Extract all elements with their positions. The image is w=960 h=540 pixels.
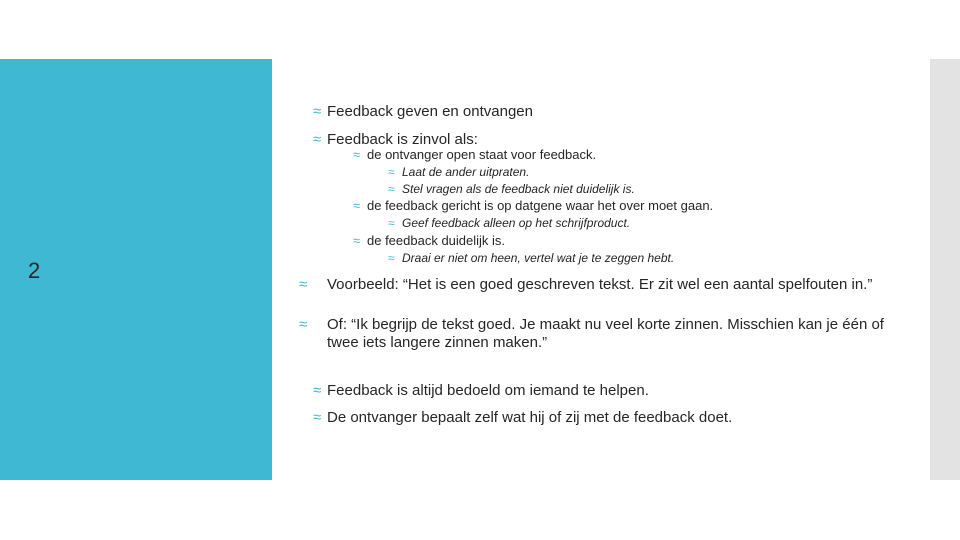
bullet-item: ≈ Geef feedback alleen op het schrijfproduct. — [388, 216, 631, 230]
bullet-item: ≈ De ontvanger bepaalt zelf wat hij of zij met de feedback doet. — [313, 409, 733, 426]
bullet-icon: ≈ — [353, 147, 361, 162]
bullet-item: ≈ Laat de ander uitpraten. — [388, 165, 530, 179]
bullet-item: ≈ Feedback is altijd bedoeld om iemand te helpen. — [313, 382, 649, 399]
bullet-icon: ≈ — [388, 182, 395, 196]
bullet-icon: ≈ — [299, 316, 308, 333]
bullet-item: ≈ Draai er niet om heen, vertel wat je te zeggen hebt. — [388, 251, 675, 265]
bullet-item: ≈ Voorbeeld: “Het is een goed geschreven tekst. Er zit wel een aantal spelfouten in.” — [299, 276, 873, 293]
bullet-icon: ≈ — [313, 103, 322, 120]
bullet-icon: ≈ — [353, 198, 361, 213]
bullet-icon: ≈ — [313, 409, 322, 426]
bullet-item: ≈ de ontvanger open staat voor feedback. — [353, 147, 597, 162]
bullet-icon: ≈ — [388, 251, 395, 265]
bullet-item: ≈ de feedback gericht is op datgene waar het over moet gaan. — [353, 198, 714, 213]
bullet-item: ≈ de feedback duidelijk is. — [353, 233, 506, 248]
slide-number: 2 — [28, 258, 41, 283]
bullet-icon: ≈ — [388, 165, 395, 179]
bullet-icon: ≈ — [299, 276, 308, 293]
bullet-icon: ≈ — [388, 216, 395, 230]
bullet-item: ≈ Feedback is zinvol als: — [313, 131, 478, 148]
bullet-item: ≈ Stel vragen als de feedback niet duidelijk is. — [388, 182, 635, 196]
bullet-icon: ≈ — [353, 233, 361, 248]
bullet-icon: ≈ — [313, 382, 322, 399]
bullet-item: ≈ Of: “Ik begrijp de tekst goed. Je maakt nu veel korte zinnen. Misschien kan je één of twee iets langere zinnen maken.” — [299, 316, 884, 351]
bullet-item: ≈ Feedback geven en ontvangen — [313, 103, 533, 120]
bullet-icon: ≈ — [313, 131, 322, 148]
